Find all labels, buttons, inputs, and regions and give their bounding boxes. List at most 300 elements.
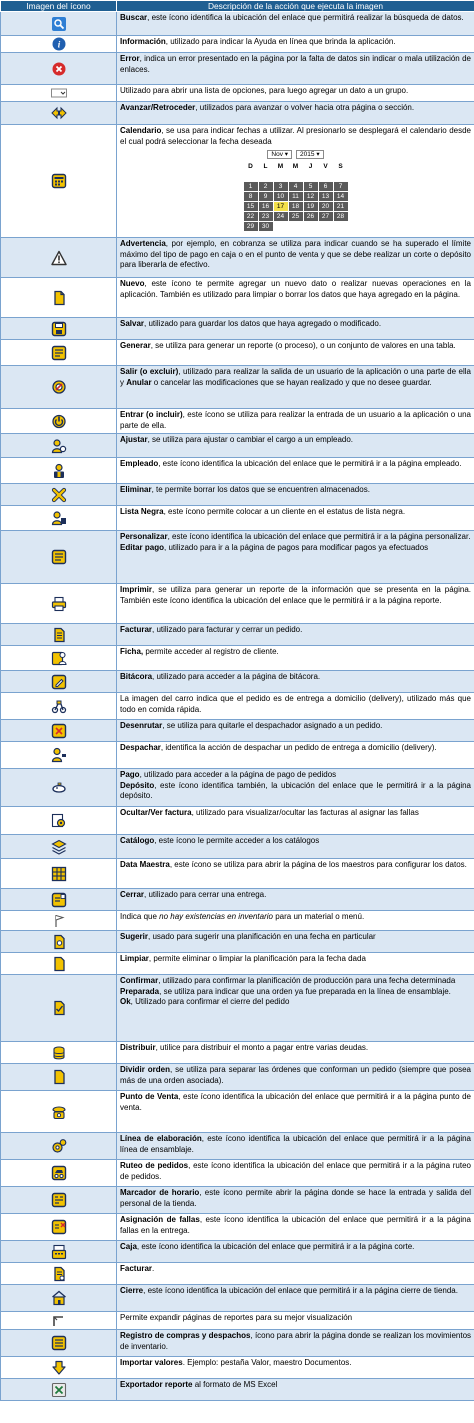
table-row	[1, 85, 474, 102]
icon-cell	[1, 1042, 117, 1064]
bold-term: Dividir orden	[120, 1065, 170, 1074]
icon-cell	[1, 53, 117, 85]
bold-term: Registro de compras y despachos	[120, 1331, 251, 1340]
icon-cell	[1, 12, 117, 36]
calendar-day[interactable]: 9	[259, 192, 273, 201]
icon-cell	[1, 36, 117, 53]
description-text: . Ejemplo: pestaña Valor, maestro Documentos.	[182, 1358, 352, 1367]
table-row	[1, 409, 474, 434]
flag-icon	[51, 913, 67, 929]
bold-term: Bitácora	[120, 672, 153, 681]
calendar-day[interactable]: 24	[274, 212, 288, 221]
icon-cell	[1, 85, 117, 102]
table-row	[1, 859, 474, 889]
table-row	[1, 1133, 474, 1160]
table-row	[1, 1187, 474, 1214]
icon-cell	[1, 1091, 117, 1133]
generate-icon	[51, 345, 67, 361]
cash-register-icon	[51, 1244, 67, 1260]
description-cell	[117, 911, 474, 931]
table-row	[1, 807, 474, 835]
svg-text:i: i	[57, 39, 60, 50]
calendar-day[interactable]: 13	[319, 192, 333, 201]
save-icon	[51, 321, 67, 337]
description-text: , utilizado para cerrar una entrega.	[144, 890, 267, 899]
bold-term: Distribuir	[120, 1043, 156, 1052]
nav-arrows-icon	[51, 105, 67, 121]
catalog-icon	[51, 839, 67, 855]
calendar-day-empty	[244, 172, 258, 181]
table-row	[1, 1263, 474, 1285]
bold-term: Información	[120, 37, 166, 46]
header-icon-column: Imagen del ícono	[1, 1, 117, 12]
fault-assign-icon	[51, 1219, 67, 1235]
table-row	[1, 693, 474, 720]
store-close-icon	[51, 1290, 67, 1306]
icon-cell	[1, 1064, 117, 1091]
calendar-day[interactable]: 5	[304, 182, 318, 191]
table-row	[1, 238, 474, 278]
search-icon	[51, 16, 67, 32]
calendar-day[interactable]: 25	[289, 212, 303, 221]
description-text: Permite expandir páginas de reportes para su mejor visualización	[120, 1313, 353, 1322]
table-row	[1, 506, 474, 531]
calendar-day[interactable]: 4	[289, 182, 303, 191]
description-text: , este ícono identifica la ubicación del enlace que permitirá ir a la página punto de venta.	[120, 1092, 471, 1112]
description-cell	[117, 859, 474, 889]
calendar-week	[243, 222, 349, 231]
description-text: , se usa para indicar fechas a utilizar. Al presionarlo se desplegará el calendario desde el cual podrá seleccionar la fecha deseada	[120, 126, 471, 146]
bold-term: Depósito	[120, 780, 155, 790]
description-cell	[117, 835, 474, 859]
description-text: , te permite borrar los datos que se encuentren almacenados.	[151, 485, 370, 494]
icon-cell	[1, 859, 117, 889]
calendar-day[interactable]: 8	[244, 192, 258, 201]
icon-cell	[1, 671, 117, 693]
bold-term: Facturar	[120, 1264, 153, 1273]
description-cell	[117, 720, 474, 742]
bold-term: Editar pago	[120, 542, 165, 552]
master-data-icon	[51, 866, 67, 882]
bold-term: Nuevo	[120, 279, 145, 288]
description-text: , este ícono se utiliza para abrir la página de los maestros para configurar los datos.	[169, 860, 467, 869]
bold-term: Error	[120, 54, 140, 63]
description-cell	[117, 102, 474, 125]
bold-term: Limpiar	[120, 954, 149, 963]
exit-icon	[51, 379, 67, 395]
description-text: , utilizado para facturar y cerrar un pedido.	[152, 625, 303, 634]
customize-icon	[51, 549, 67, 565]
description-cell	[117, 458, 474, 484]
description-text: , utilice para distribuir el monto a pagar entre varias deudas.	[155, 1043, 369, 1052]
description-cell	[117, 53, 474, 85]
calendar-day[interactable]: 3	[274, 182, 288, 191]
weekday-label: J	[308, 163, 313, 171]
description-cell	[117, 807, 474, 835]
bold-term: Ficha,	[120, 647, 144, 656]
description-cell	[117, 434, 474, 458]
description-cell	[117, 409, 474, 434]
icon-cell	[1, 953, 117, 975]
icon-cell	[1, 742, 117, 769]
description-cell	[117, 1160, 474, 1187]
icon-cell	[1, 531, 117, 584]
icon-cell	[1, 1312, 117, 1330]
table-row	[1, 769, 474, 807]
description-cell	[117, 931, 474, 953]
description-text: , este ícono le permite acceder a los catálogos	[154, 836, 320, 845]
calendar-week	[243, 172, 349, 181]
dropdown-icon	[51, 85, 67, 101]
table-row	[1, 1064, 474, 1091]
description-cell	[117, 1263, 474, 1285]
calendar-day[interactable]: 26	[304, 212, 318, 221]
description-cell	[117, 769, 474, 807]
description-cell	[117, 531, 474, 584]
blacklist-icon	[51, 510, 67, 526]
description-text: , utilizado para acceder a la página de pago de pedidos	[139, 770, 337, 779]
time-clock-icon	[51, 1192, 67, 1208]
import-icon	[51, 1360, 67, 1376]
table-row	[1, 340, 474, 366]
bold-term: Catálogo	[120, 836, 155, 845]
calendar-day[interactable]: 11	[289, 192, 303, 201]
table-row	[1, 889, 474, 911]
bold-term: Exportador reporte	[120, 1380, 193, 1389]
description-text: , utilizado para acceder a la página de bitácora.	[152, 672, 321, 681]
calendar-day[interactable]: 17	[274, 202, 288, 211]
description-text: , indica un error presentado en la página por la falta de datos sin indicar o mala utilización de enlaces.	[120, 54, 471, 74]
month-select[interactable]: Nov ▾	[267, 150, 292, 159]
split-order-icon	[51, 1069, 67, 1085]
description-cell	[117, 1064, 474, 1091]
icon-cell	[1, 1379, 117, 1401]
calendar-week	[243, 182, 349, 191]
distribute-icon	[51, 1045, 67, 1061]
table-row	[1, 975, 474, 1042]
bold-term: Ocultar/Ver factura	[120, 808, 192, 817]
description-text: , utilizados para avanzar o volver hacia otra página o sección.	[195, 103, 415, 112]
bold-term: Asignación de fallas	[120, 1215, 200, 1224]
description-cell	[117, 1312, 474, 1330]
table-row	[1, 1241, 474, 1263]
icon-cell	[1, 911, 117, 931]
calendar-week	[243, 212, 349, 221]
table-row	[1, 318, 474, 340]
calendar-day[interactable]: 21	[334, 202, 348, 211]
description-text: , este ícono identifica la ubicación del enlace que permitirá ir a la página personalizar.	[167, 532, 471, 541]
table-row	[1, 931, 474, 953]
description-cell	[117, 1357, 474, 1379]
icon-cell	[1, 624, 117, 646]
error-icon	[51, 61, 67, 77]
year-select[interactable]: 2015 ▾	[296, 150, 324, 159]
description-cell	[117, 12, 474, 36]
bold-term: Data Maestra	[120, 860, 170, 869]
confirm-icon	[51, 1000, 67, 1016]
table-row	[1, 1042, 474, 1064]
description-cell	[117, 366, 474, 409]
table-row	[1, 953, 474, 975]
table-row	[1, 742, 474, 769]
description-cell	[117, 646, 474, 671]
description-text: , permite eliminar o limpiar la planificación para la fecha dada	[148, 954, 366, 963]
icon-cell	[1, 434, 117, 458]
icon-cell	[1, 889, 117, 911]
description-cell	[117, 742, 474, 769]
bold-term: Sugerir	[120, 932, 149, 941]
weekday-label: S	[338, 163, 343, 171]
invoice-icon	[51, 627, 67, 643]
icon-cell	[1, 931, 117, 953]
table-row	[1, 1379, 474, 1401]
calendar-day[interactable]: 23	[259, 212, 273, 221]
description-text: , este ícono identifica la ubicación del enlace que permitirá ir a la página cierre de tienda.	[143, 1286, 458, 1295]
header-description-column: Descripción de la acción que ejecuta la imagen	[117, 1, 474, 12]
description-text: , Utilizado para confirmar el cierre del pedido	[130, 997, 290, 1007]
table-row	[1, 102, 474, 125]
icon-cell	[1, 409, 117, 434]
table-row	[1, 366, 474, 409]
description-text: , se utiliza para separar las órdenes que conforman un pedido (siempre que posea más de una orden asociada).	[120, 1065, 472, 1085]
new-icon	[51, 290, 67, 306]
calendar-day[interactable]: 18	[289, 202, 303, 211]
description-cell	[117, 1214, 474, 1241]
table-row	[1, 36, 474, 53]
description-cell	[117, 506, 474, 531]
bold-term: Entrar (o incluir)	[120, 410, 183, 419]
table-row	[1, 484, 474, 506]
icon-cell	[1, 1214, 117, 1241]
description-text: , este ícono identifica la ubicación del enlace que permitirá ir a la página corte.	[136, 1242, 415, 1251]
description-text: , por ejemplo, en cobranza se utiliza para indicar cuando se ha superado el límite máximo del tipo de pago en caja o en el punto de venta y que se debe realizar un corte o depósito para liberarla de efectivo.	[120, 239, 471, 270]
bold-term: Empleado	[120, 459, 159, 468]
icon-cell	[1, 975, 117, 1042]
description-text: La imagen del carro indica que el pedido es de entrega a domicilio (delivery), utilizado más que todo en comida rápida.	[120, 694, 471, 714]
calendar-day[interactable]: 2	[259, 182, 273, 191]
calendar-day[interactable]: 16	[259, 202, 273, 211]
description-text: , utilizado para indicar la Ayuda en línea que brinda la aplicación.	[165, 37, 396, 46]
warning-icon	[51, 250, 67, 266]
description-text: , este ícono identifica la ubicación del enlace que permitirá ir a la página línea de ensamblaje.	[120, 1134, 472, 1154]
show-hide-icon	[51, 813, 67, 829]
weekday-label: D	[248, 163, 253, 171]
description-cell	[117, 484, 474, 506]
delete-icon	[51, 487, 67, 503]
description-cell	[117, 624, 474, 646]
description-cell	[117, 975, 474, 1042]
bold-term: Salir (o excluir)	[120, 367, 179, 376]
bold-term: Pago	[120, 770, 140, 779]
bold-term: Cerrar	[120, 890, 145, 899]
table-row	[1, 835, 474, 859]
bold-term: Facturar	[120, 625, 153, 634]
description-text: , se utiliza para generar un reporte de la información que se presenta en la página. También este ícono identifica la ubicación del enlace que le permitirá ir a la página reporte.	[120, 585, 471, 605]
delivery-icon	[51, 698, 67, 714]
table-row	[1, 1285, 474, 1312]
description-text: Indica que	[120, 912, 160, 921]
description-text: , se utiliza para ajustar o cambiar el cargo a un empleado.	[147, 435, 354, 444]
icon-cell	[1, 1241, 117, 1263]
calendar-day[interactable]: 22	[244, 212, 258, 221]
bold-term: Punto de Venta	[120, 1092, 179, 1101]
table-row	[1, 1330, 474, 1357]
icon-cell	[1, 458, 117, 484]
description-cell	[117, 1241, 474, 1263]
calendar-day[interactable]: 20	[319, 202, 333, 211]
calendar-week	[243, 192, 349, 201]
table-row	[1, 1091, 474, 1133]
expand-icon	[51, 1313, 67, 1329]
table-row	[1, 278, 474, 318]
bold-term: Generar	[120, 341, 151, 350]
description-text: , utilizado para guardar los datos que haya agregado o modificado.	[144, 319, 382, 328]
calendar-day[interactable]: 19	[304, 202, 318, 211]
icon-cell	[1, 1160, 117, 1187]
description-text: .	[152, 1264, 155, 1273]
description-text: Utilizado para abrir una lista de opciones, para luego agregar un dato a un grupo.	[120, 86, 409, 95]
description-cell	[117, 238, 474, 278]
payment-icon	[51, 780, 67, 796]
icon-cell	[1, 1357, 117, 1379]
bold-term: Desenrutar	[120, 721, 163, 730]
icon-cell	[1, 720, 117, 742]
description-text: , identifica la acción de despachar un pedido de entrega a domicilio (delivery).	[160, 743, 437, 752]
icon-cell	[1, 340, 117, 366]
icon-cell	[1, 278, 117, 318]
description-text: , este ícono te permite agregar un nuevo dato o realizar nuevas operaciones en la aplicación. También es utilizado para limpiar o borrar los datos que haya agregado en la página.	[120, 279, 471, 299]
calendar-day[interactable]: 30	[259, 222, 273, 231]
adjust-icon	[51, 438, 67, 454]
icon-cell	[1, 584, 117, 624]
bold-term: Anular	[126, 377, 152, 387]
description-cell	[117, 1187, 474, 1214]
bold-term: Línea de elaboración	[120, 1134, 202, 1143]
icon-cell	[1, 318, 117, 340]
description-cell	[117, 1285, 474, 1312]
icon-cell	[1, 1330, 117, 1357]
icon-cell	[1, 1133, 117, 1160]
bold-term: Avanzar/Retroceder	[120, 103, 196, 112]
assembly-line-icon	[51, 1138, 67, 1154]
calendar-day-empty	[334, 222, 348, 231]
calendar-day[interactable]: 15	[244, 202, 258, 211]
table-row	[1, 458, 474, 484]
description-cell	[117, 278, 474, 318]
table-row	[1, 646, 474, 671]
calendar-day-empty	[289, 222, 303, 231]
description-text: , este ícono se utiliza para realizar la entrada de un usuario a la aplicación o una parte de ella.	[120, 410, 471, 430]
bold-term: Despachar	[120, 743, 161, 752]
description-text: , utilizado para realizar la salida de un usuario de la aplicación o una parte de ella y	[120, 367, 471, 387]
enter-icon	[51, 413, 67, 429]
calendar-day[interactable]: 6	[319, 182, 333, 191]
bold-term: Importar valores	[120, 1358, 183, 1367]
description-text: para un material o menú.	[273, 912, 365, 921]
calendar-day[interactable]: 29	[244, 222, 258, 231]
description-text: , este ícono permite abrir la página donde se hace la entrada y salida del personal de la tienda.	[120, 1188, 471, 1208]
icon-cell	[1, 102, 117, 125]
icon-cell	[1, 807, 117, 835]
description-cell	[117, 671, 474, 693]
table-row	[1, 1214, 474, 1241]
calendar-day[interactable]: 10	[274, 192, 288, 201]
close-delivery-icon	[51, 892, 67, 908]
calendar-day[interactable]: 7	[334, 182, 348, 191]
description-cell	[117, 318, 474, 340]
description-cell	[117, 340, 474, 366]
description-cell	[117, 1133, 474, 1160]
icon-cell	[1, 835, 117, 859]
calendar-selectors	[243, 150, 349, 159]
bold-term: Buscar	[120, 13, 148, 22]
bold-term: Caja	[120, 1242, 137, 1251]
table-row	[1, 125, 474, 238]
description-text: , utilizado para visualizar/ocultar las facturas al asignar las fallas	[191, 808, 419, 817]
weekday-label: M	[292, 163, 299, 171]
bill-icon	[51, 1266, 67, 1282]
italic-term: no hay existencias en inventario	[159, 912, 273, 921]
description-cell	[117, 1042, 474, 1064]
description-cell	[117, 889, 474, 911]
bold-term: Salvar	[120, 319, 145, 328]
icon-cell	[1, 238, 117, 278]
suggest-icon	[51, 934, 67, 950]
calendar-day-empty	[304, 172, 318, 181]
description-text: , se utiliza para indicar que una orden ya fue preparada en la línea de ensamblaje.	[159, 986, 451, 996]
description-text: , utilizado para confirmar la planificación de producción para una fecha determinada	[158, 976, 456, 985]
bold-term: Eliminar	[120, 485, 152, 494]
clear-icon	[51, 956, 67, 972]
print-icon	[51, 596, 67, 612]
calendar-widget[interactable]	[243, 150, 349, 231]
calendar-day-empty	[289, 172, 303, 181]
description-cell	[117, 1379, 474, 1401]
icon-cell	[1, 366, 117, 409]
routing-icon	[51, 1165, 67, 1181]
bold-term: Personalizar	[120, 532, 168, 541]
calendar-day[interactable]: 12	[304, 192, 318, 201]
calendar-day[interactable]: 1	[244, 182, 258, 191]
table-row	[1, 1357, 474, 1379]
calendar-day[interactable]: 14	[334, 192, 348, 201]
bold-term: Preparada	[120, 986, 160, 996]
description-cell	[117, 1091, 474, 1133]
icon-cell	[1, 1263, 117, 1285]
unassign-icon	[51, 723, 67, 739]
table-row	[1, 1160, 474, 1187]
icon-cell	[1, 693, 117, 720]
description-text: , utilizado para ir a la página de pagos para modificar pagos ya efectuados	[164, 542, 429, 552]
description-cell	[117, 584, 474, 624]
purchase-register-icon	[51, 1335, 67, 1351]
weekday-label: L	[263, 163, 268, 171]
table-header-row	[1, 1, 474, 12]
bold-term: Marcador de horario	[120, 1188, 200, 1197]
icon-cell	[1, 506, 117, 531]
description-text: , este ícono identifica la ubicación del enlace que le permitirá ir a la página empleado.	[158, 459, 462, 468]
description-cell	[117, 125, 474, 238]
pos-icon	[51, 1104, 67, 1120]
calendar-day[interactable]: 27	[319, 212, 333, 221]
table-row	[1, 53, 474, 85]
table-row	[1, 911, 474, 931]
bold-term: Ok	[120, 997, 131, 1007]
weekday-label: V	[323, 163, 328, 171]
calendar-day[interactable]: 28	[334, 212, 348, 221]
table-row	[1, 720, 474, 742]
description-cell	[117, 693, 474, 720]
